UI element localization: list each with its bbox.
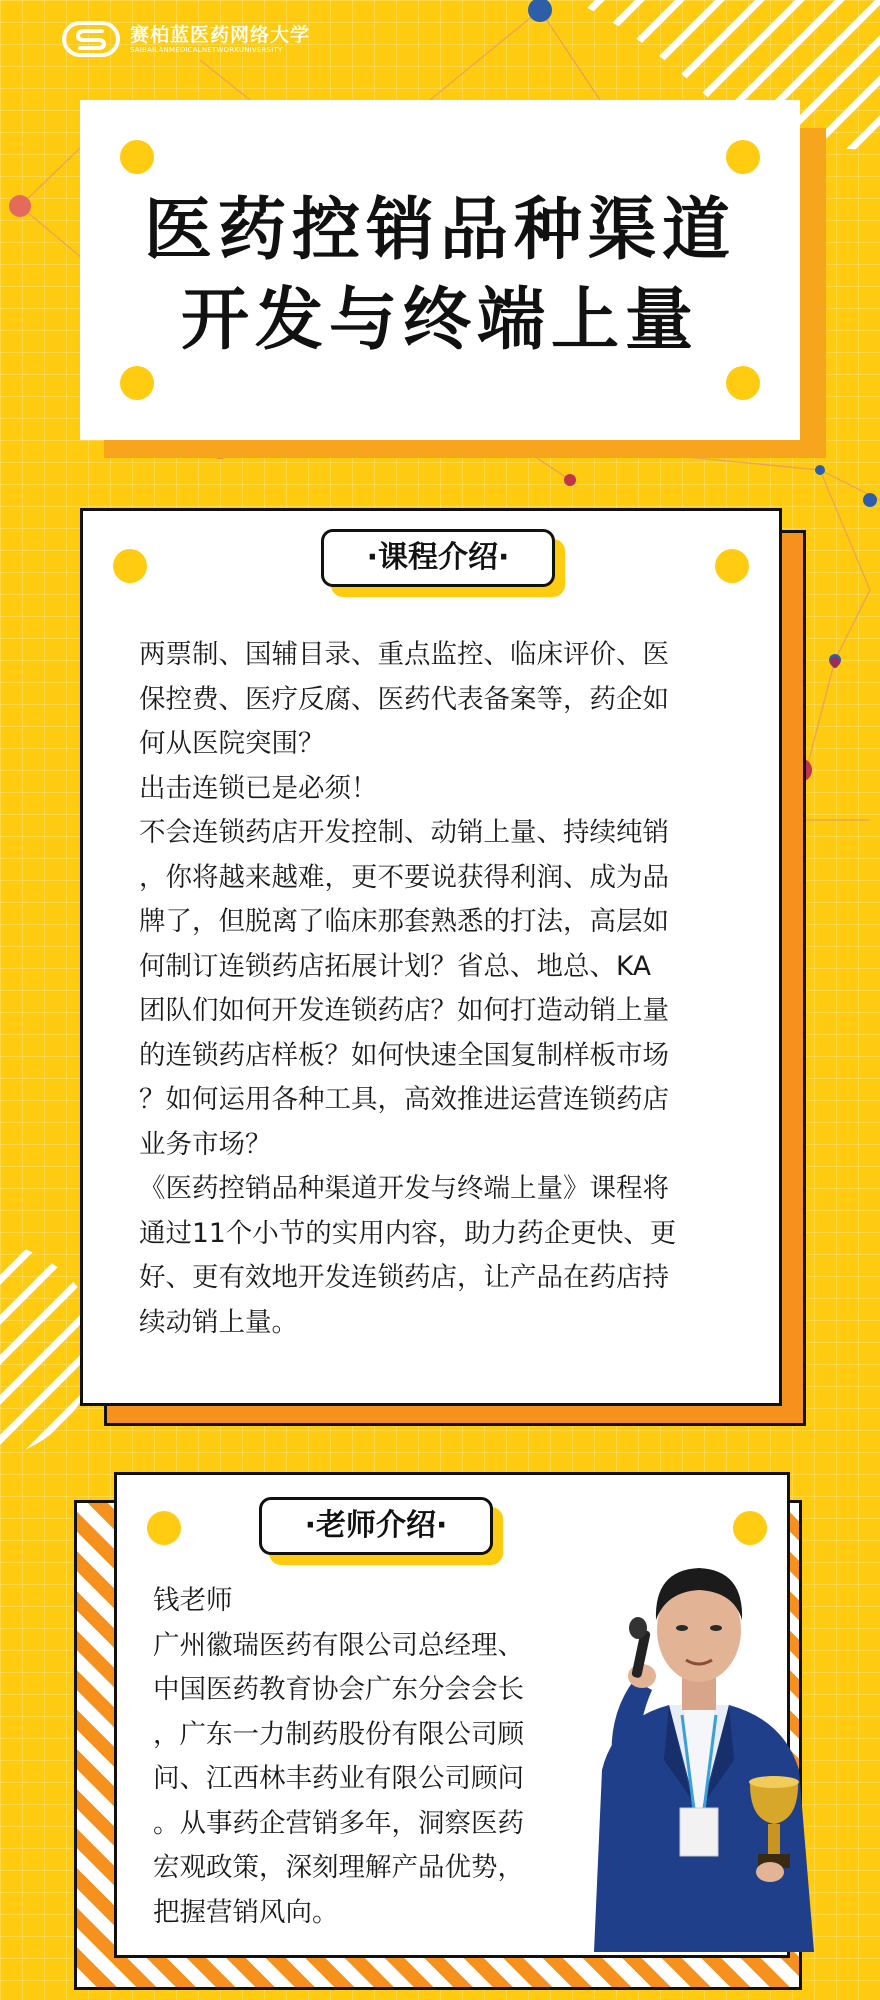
text-line: 好、更有效地开发连锁药店，让产品在药店持 xyxy=(139,1262,669,1293)
page-title-line-2: 开发与终端上量 xyxy=(180,280,699,360)
s-logo-icon xyxy=(62,20,120,58)
text-line: 的连锁药店样板？如何快速全国复制样板市场 xyxy=(139,1039,669,1071)
text-line: 团队们如何开发连锁药店？如何打造动销上量 xyxy=(139,995,669,1026)
course-card xyxy=(80,508,782,1406)
course-heading: ·课程介绍· xyxy=(321,529,555,587)
teacher-description xyxy=(153,1579,524,1935)
corner-dot xyxy=(726,366,760,400)
text-line: 。从事药企营销多年，洞察医药 xyxy=(153,1807,524,1839)
text-line: 中国医药教育协会广东分会会长 xyxy=(153,1674,524,1705)
text-line: 出击连锁已是必须！ xyxy=(139,772,378,804)
page-title-line-1: 医药控销品种渠道 xyxy=(143,190,736,270)
title-card xyxy=(80,100,800,440)
text-line: 牌了，但脱离了临床那套熟悉的打法，高层如 xyxy=(139,906,669,937)
teacher-heading: ·老师介绍· xyxy=(259,1497,493,1555)
brand-logo xyxy=(62,20,310,58)
text-line: ，你将越来越难，更不要说获得利润、成为品 xyxy=(139,861,669,893)
text-line: ，广东一力制药股份有限公司顾 xyxy=(153,1718,524,1750)
text-line: 何从医院突围？ xyxy=(139,728,325,759)
corner-dot xyxy=(147,1511,181,1545)
text-line: 两票制、国辅目录、重点监控、临床评价、医 xyxy=(139,639,669,670)
course-description xyxy=(139,633,676,1345)
text-line: 续动销上量。 xyxy=(139,1306,298,1338)
corner-dot xyxy=(726,140,760,174)
corner-dot xyxy=(715,549,749,583)
text-line: 不会连锁药店开发控制、动销上量、持续纯销 xyxy=(139,817,669,848)
corner-dot xyxy=(113,549,147,583)
text-line: 《医药控销品种渠道开发与终端上量》课程将 xyxy=(139,1173,669,1204)
text-line: 钱老师 xyxy=(153,1585,233,1616)
brand-name-en: SAIBAILANMEDICALNETWORKUNIVERSITY xyxy=(130,45,283,54)
text-line: 把握营销风向。 xyxy=(153,1896,339,1928)
text-line: 广州徽瑞医药有限公司总经理、 xyxy=(153,1629,524,1661)
text-line: 宏观政策，深刻理解产品优势， xyxy=(153,1852,524,1883)
brand-name-cn: 赛柏蓝医药网络大学 xyxy=(130,23,311,46)
text-line: 何制订连锁药店拓展计划？省总、地总、KA xyxy=(139,950,652,982)
text-line: 问、江西林丰药业有限公司顾问 xyxy=(153,1763,524,1794)
text-line: 业务市场？ xyxy=(139,1128,272,1160)
corner-dot xyxy=(120,140,154,174)
corner-dot xyxy=(120,366,154,400)
teacher-photo xyxy=(574,1520,824,1952)
text-line: ？如何运用各种工具，高效推进运营连锁药店 xyxy=(139,1084,669,1115)
text-line: 通过11个小节的实用内容，助力药企更快、更 xyxy=(139,1217,677,1249)
text-line: 保控费、医疗反腐、医药代表备案等，药企如 xyxy=(139,683,669,715)
